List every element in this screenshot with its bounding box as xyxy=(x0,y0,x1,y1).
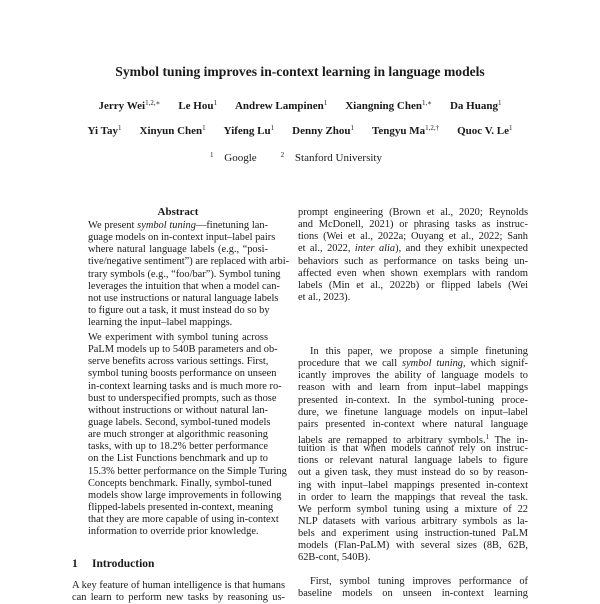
right-paragraph-1 xyxy=(298,207,528,304)
affiliation-name: Google xyxy=(224,152,257,164)
author-affiliation-mark: 1 xyxy=(497,99,502,107)
text-line: in order to learn the mappings that reveal the task. xyxy=(298,491,528,503)
text-line: can learn to perform new tasks by reasoning us- xyxy=(72,592,285,604)
author-name: Xinyun Chen xyxy=(139,125,203,137)
text-line: where natural language labels (e.g., “posi- xyxy=(88,244,268,256)
text-line: and McDonell, 2021) or phrasing tasks as instruc- xyxy=(298,219,528,231)
text-line: PaLM models up to 540B parameters and ob- xyxy=(88,344,278,356)
author xyxy=(140,125,206,137)
author-affiliation-mark: 1 xyxy=(213,99,217,107)
text-line: flipped-labels presented in-context, meaning xyxy=(88,501,274,513)
text-line: et al., 2022, inter alia), and they exhibit unexpected xyxy=(298,243,528,255)
text-line: symbol tuning boosts performance on unseen xyxy=(88,368,277,380)
abstract-heading: Abstract xyxy=(157,206,199,218)
text-line: models (Flan-PaLM) with several sizes (8B, 62B, xyxy=(298,540,528,552)
text-line: A key feature of human intelligence is that humans xyxy=(72,580,285,591)
author-affiliation-mark: 1 xyxy=(118,124,122,132)
author-name: Quoc V. Le xyxy=(457,125,509,137)
text-line: guage labels. Second, symbol-tuned models xyxy=(88,416,271,428)
text-line: affected even when shown exemplars with random xyxy=(298,267,528,279)
section-heading-introduction xyxy=(72,558,154,570)
text-line: without instructions or without natural lan- xyxy=(88,404,268,416)
text-line: Concepts benchmark. Finally, symbol-tuned xyxy=(88,477,272,489)
affiliation-number: 1 xyxy=(210,151,214,159)
affiliation-name: Stanford University xyxy=(294,152,382,164)
abstract-paragraph-2 xyxy=(88,332,287,538)
text-line: baseline models on unseen in-context learning xyxy=(298,588,528,600)
text-line: bels and experiment using instruction-tuned PaLM xyxy=(298,528,528,540)
text-line: bust to underspecified prompts, such as those xyxy=(88,392,277,404)
text-line: models show large improvements in following xyxy=(88,489,282,501)
text-line: tive/negative sentiment”) are replaced with arbi- xyxy=(88,256,290,268)
text-line: are much stronger at algorithmic reasoning xyxy=(88,429,268,441)
text-line: 62B-cont, 540B). xyxy=(298,552,371,564)
author-affiliation-mark: 1,∗ xyxy=(421,99,432,107)
text-line: labels (Min et al., 2022b) or flipped labels (Wei xyxy=(298,279,528,291)
paper-title: Symbol tuning improves in-context learning in language models xyxy=(115,64,485,79)
affiliation-number: 2 xyxy=(280,151,285,159)
text-line: in-context learning tasks and is much more ro- xyxy=(88,380,282,392)
authors-row-1 xyxy=(0,99,600,112)
author xyxy=(292,125,354,137)
text-line: dure, we finetune language models on input–label xyxy=(298,406,528,418)
author-affiliation-mark: 1 xyxy=(350,124,355,132)
author-affiliation-mark: 1 xyxy=(202,124,206,132)
right-paragraph-2 xyxy=(298,346,528,565)
text-line: 15.3% better performance on the Simple Turing xyxy=(88,465,287,477)
author-affiliation-mark: 1 xyxy=(323,99,328,107)
author-name: Xiangning Chen xyxy=(345,100,422,112)
text-line: on the List Functions benchmark and up to xyxy=(88,453,268,465)
author xyxy=(372,125,439,137)
text-line: tuition is that when models cannot rely on instruc- xyxy=(298,443,528,455)
author-name: Da Huang xyxy=(449,100,498,112)
author-name: Le Hou xyxy=(178,100,214,112)
text-line: presented in-context. In the symbol-tuning proce- xyxy=(298,394,528,406)
text-line: We perform symbol tuning using a mixture of 22 xyxy=(298,503,528,515)
affiliation xyxy=(281,152,390,164)
author xyxy=(450,100,502,112)
text-line: icantly improves the ability of language models to xyxy=(298,370,528,382)
text-line: information to override prior knowledge. xyxy=(88,526,259,538)
text-line: out a given task, they must instead do so by reason- xyxy=(298,467,528,479)
section-number: 1 xyxy=(72,558,78,570)
author xyxy=(235,100,327,112)
text-line: prompt engineering (Brown et al., 2020; Reynolds xyxy=(298,207,528,218)
text-line: First, symbol tuning improves performance of xyxy=(310,576,528,587)
author xyxy=(99,100,161,112)
section-title: Introduction xyxy=(92,558,155,570)
text-line: to figure out a task, it must instead do so by xyxy=(88,304,270,316)
author xyxy=(224,125,274,137)
text-line: leverages the intuition that when a model can- xyxy=(88,280,280,292)
author xyxy=(88,125,122,137)
author-name: Yifeng Lu xyxy=(223,125,271,137)
author xyxy=(345,100,432,112)
intro-paragraph-1 xyxy=(72,580,285,604)
author-affiliation-mark: 1,2,∗ xyxy=(145,99,161,107)
text-line: tions (Wei et al., 2022a; Ouyang et al., 2022; Sanh xyxy=(298,231,528,243)
text-line: We experiment with symbol tuning across xyxy=(88,332,268,343)
text-line: NLP datasets with various arbitrary symbols as la- xyxy=(298,515,528,527)
text-line: not use instructions or natural language labels xyxy=(88,292,279,304)
author-affiliation-mark: 1,2,† xyxy=(425,124,440,132)
text-line: behaviors such as performance on tasks being un- xyxy=(298,255,528,267)
author-affiliation-mark: 1 xyxy=(508,124,513,132)
text-line: labels are remapped to arbitrary symbols.$^1$ The in- xyxy=(298,432,528,446)
text-line: We present symbol tuning—finetuning lan- xyxy=(88,220,268,231)
author-name: Yi Tay xyxy=(87,125,118,137)
text-line: pairs presented in-context where natural language xyxy=(298,418,528,430)
text-line: guage models on in-context input–label pairs xyxy=(88,232,276,244)
text-line: serve benefits across various settings. First, xyxy=(88,356,269,368)
text-line: tasks, with up to 18.2% better performance xyxy=(88,441,268,453)
author-name: Jerry Wei xyxy=(98,100,146,112)
abstract-paragraph-1 xyxy=(88,220,290,329)
text-line: learning the input–label mappings. xyxy=(88,317,233,329)
text-line: ing with input–label mappings presented in-context xyxy=(298,479,528,491)
author-name: Tengyu Ma xyxy=(372,125,426,137)
author-name: Andrew Lampinen xyxy=(234,100,324,112)
author-name: Denny Zhou xyxy=(292,125,351,137)
text-line: tions or relevant natural language labels to figure xyxy=(298,455,528,467)
text-line: reason with and learn from input–label mappings xyxy=(298,382,528,394)
text-line: procedure that we call symbol tuning, which signif- xyxy=(298,358,528,370)
affiliation xyxy=(210,152,265,164)
right-paragraph-3 xyxy=(298,576,528,600)
author xyxy=(457,125,512,137)
text-line: that they are more capable of using in-context xyxy=(88,514,279,526)
text-line: trary symbols (e.g., “foo/bar”). Symbol tuning xyxy=(88,268,281,280)
authors-row-2 xyxy=(0,124,600,137)
author-affiliation-mark: 1 xyxy=(270,124,275,132)
affiliations xyxy=(0,151,600,164)
text-line: In this paper, we propose a simple finetuning xyxy=(310,346,528,357)
author xyxy=(178,100,217,112)
text-line: et al., 2023). xyxy=(298,291,351,303)
